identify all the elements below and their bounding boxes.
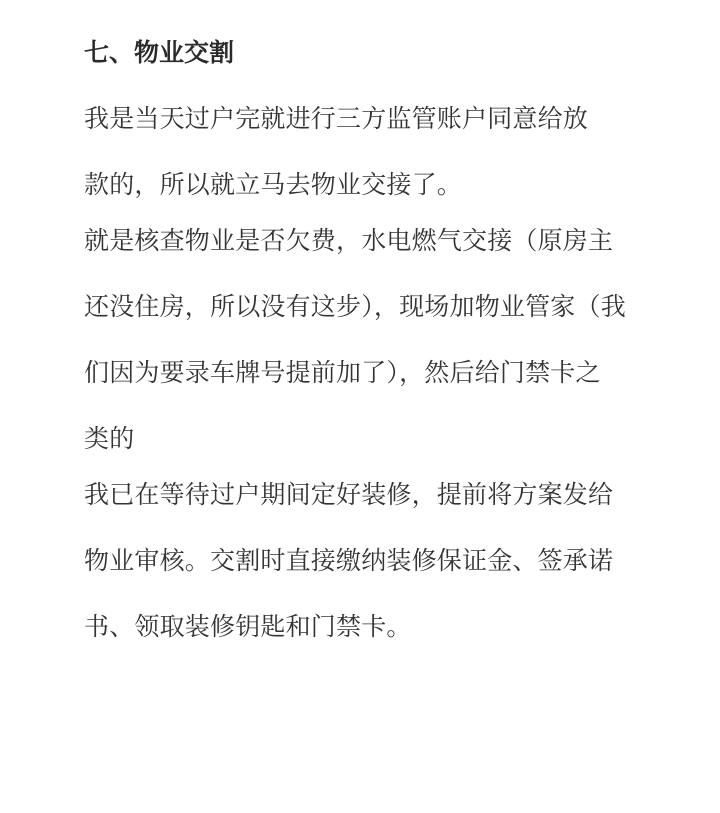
paragraph-line: 就是核查物业是否欠费，水电燃气交接（原房主 [84, 226, 614, 255]
paragraph-renovation [84, 462, 644, 660]
paragraph-transfer-handover [84, 86, 644, 218]
paragraph-line: 书、领取装修钥匙和门禁卡。 [84, 612, 412, 641]
paragraph-line: 我已在等待过户期间定好装修，提前将方案发给 [84, 480, 614, 509]
paragraph-line: 们因为要录车牌号提前加了），然后给门禁卡之 [84, 358, 601, 387]
paragraph-line: 款的，所以就立马去物业交接了。 [84, 170, 463, 199]
section-heading: 七、物业交割 [84, 38, 235, 67]
article-body [84, 32, 644, 662]
paragraph-line: 类的 [84, 424, 135, 453]
paragraph-line: 物业审核。交割时直接缴纳装修保证金、签承诺 [84, 546, 614, 575]
paragraph-line: 还没住房，所以没有这步），现场加物业管家（我 [84, 292, 626, 321]
paragraph-line: 我是当天过户完就进行三方监管账户同意给放 [84, 104, 589, 133]
paragraph-checklist [84, 208, 644, 472]
